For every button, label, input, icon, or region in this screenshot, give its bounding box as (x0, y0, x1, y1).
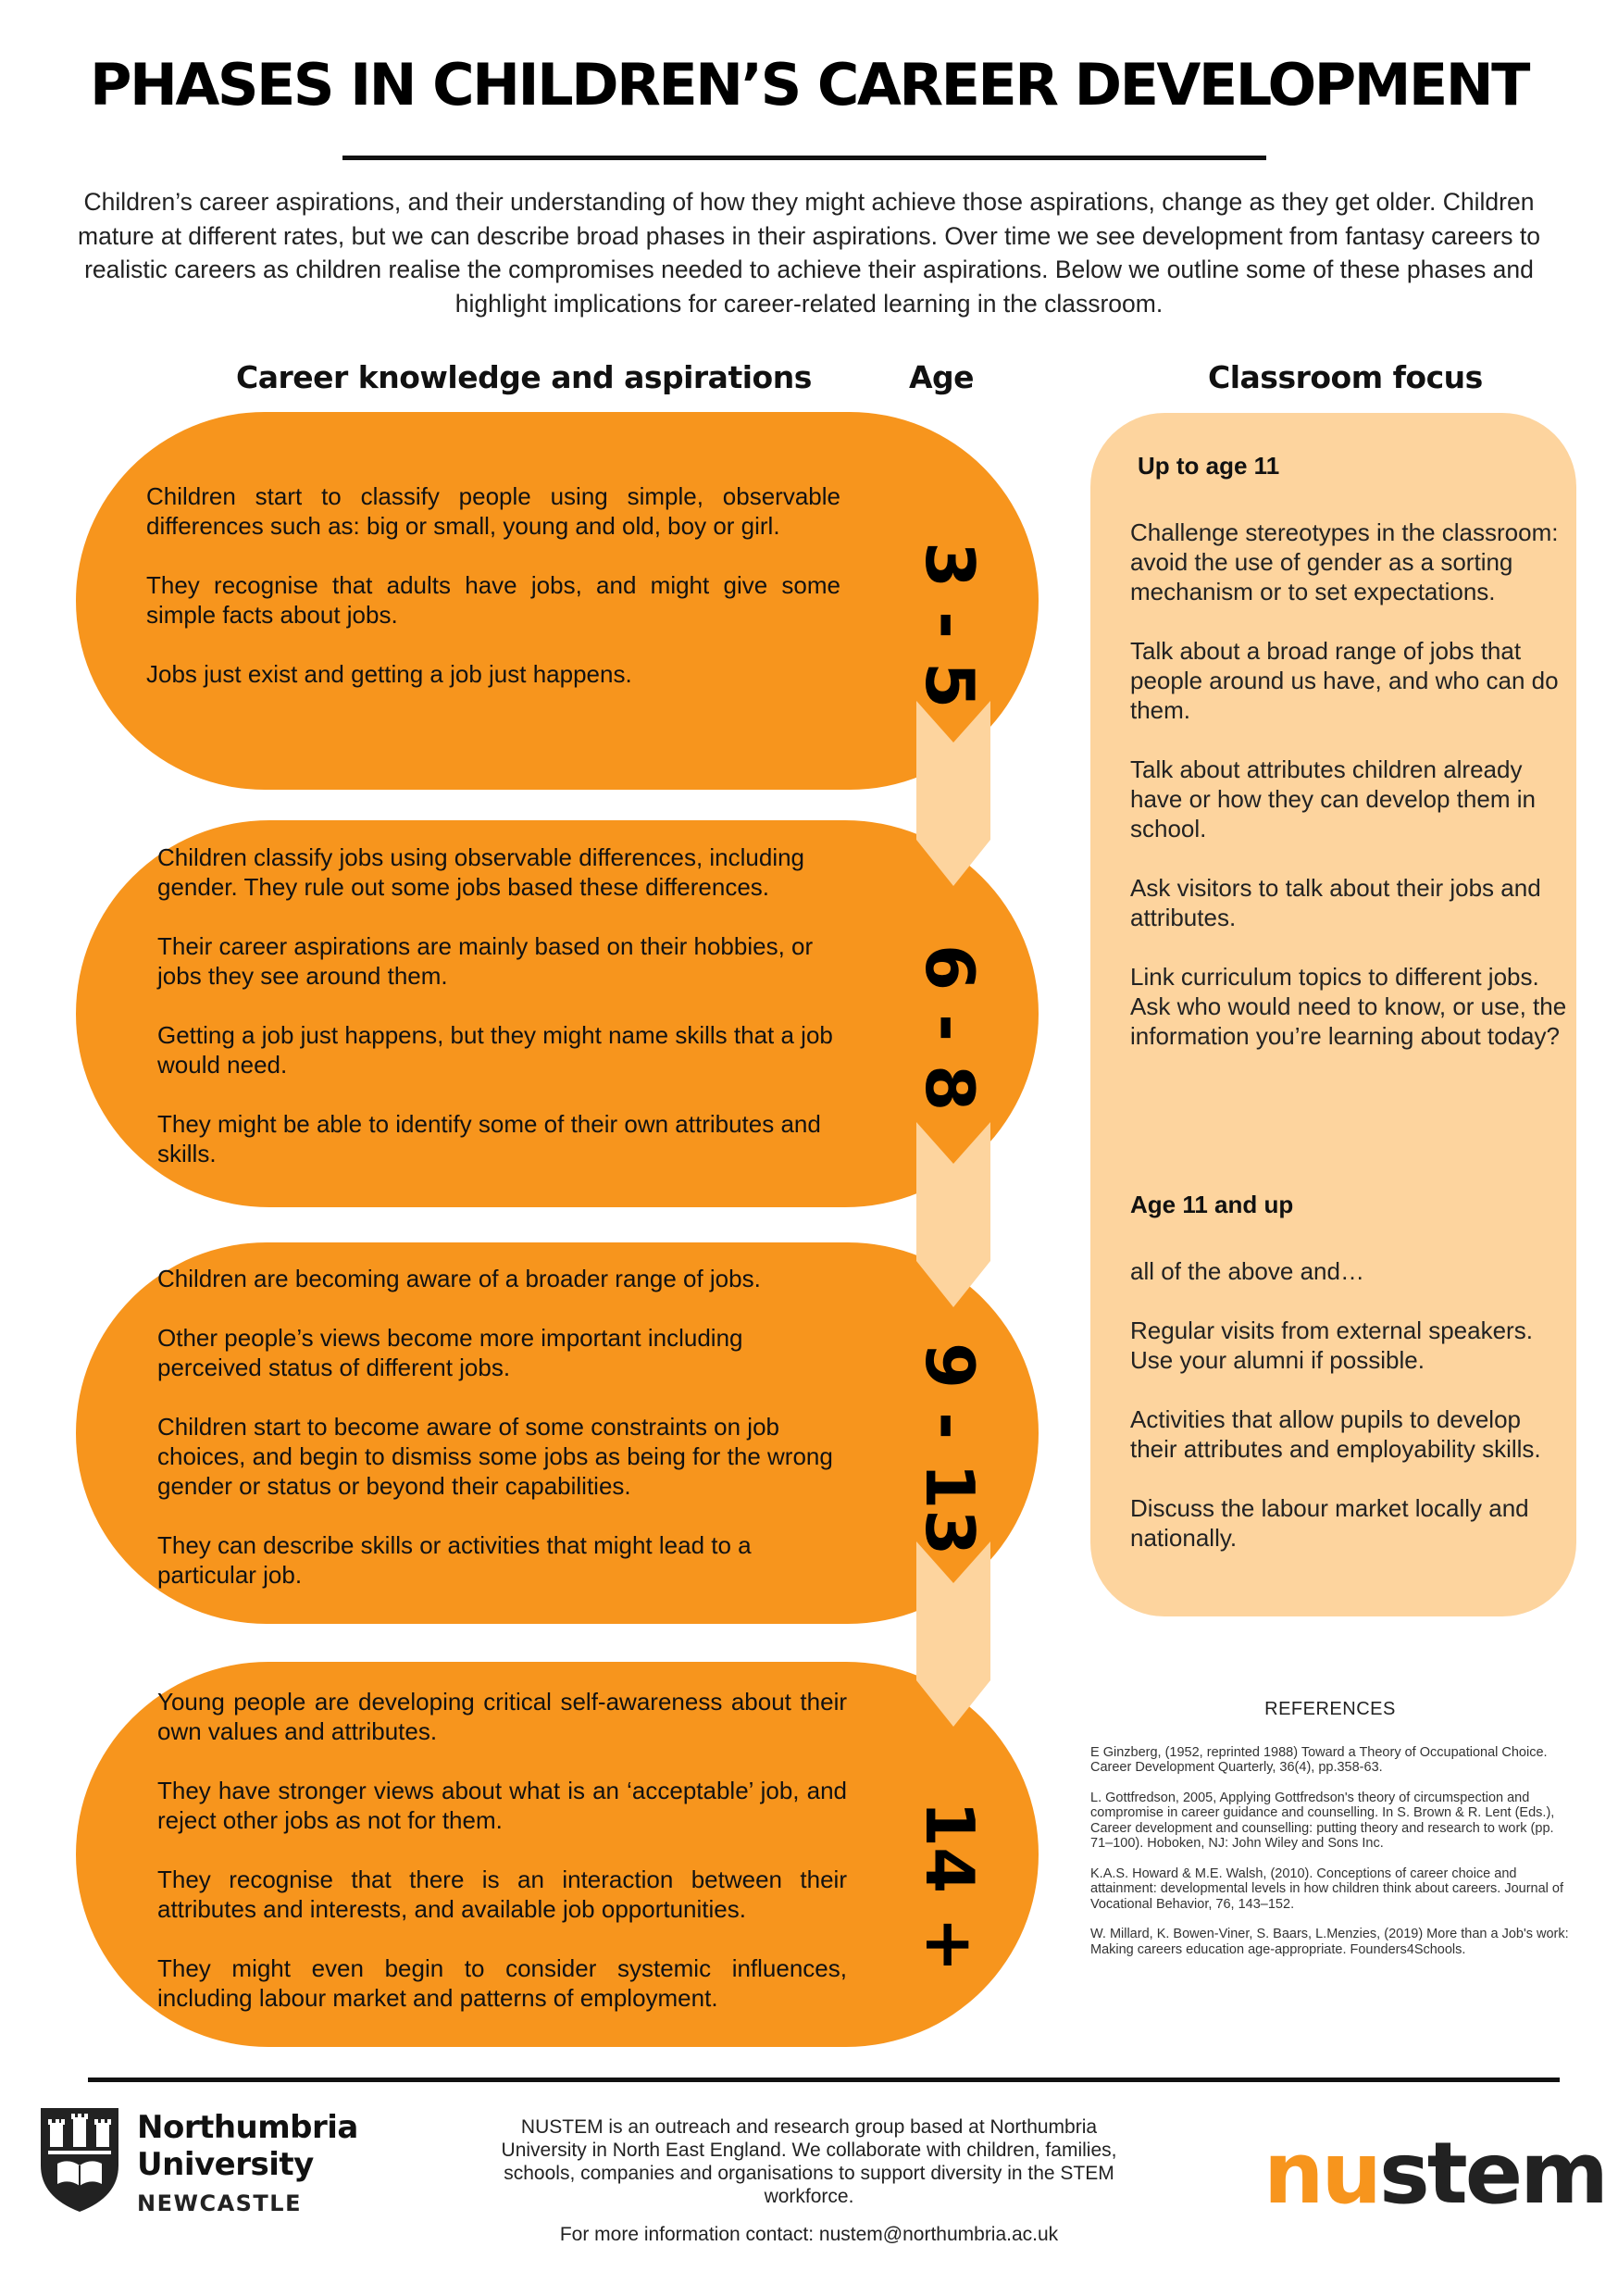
footer-about: NUSTEM is an outreach and research group based at Northumbria University in North East England. We collaborate with children, families, schools, companies and organisations to support diversity in the STEM workforce. (501, 2116, 1117, 2207)
references (1090, 1699, 1570, 1972)
title-divider (342, 156, 1266, 160)
stage-paragraph: Jobs just exist and getting a job just happens. (146, 660, 632, 688)
chevron-down-arrow-icon (916, 1541, 990, 1727)
chevron-down-arrow-icon (916, 1122, 990, 1307)
stage-paragraph: They have stronger views about what is an ‘acceptable’ job, and reject other jobs as not for them. (157, 1777, 847, 1834)
footer-divider (88, 2078, 1560, 2082)
focus-section-11-and-up (1130, 1190, 1570, 1582)
focus-item: Regular visits from external speakers. Use your alumni if possible. (1130, 1316, 1533, 1374)
stage-paragraph: Getting a job just happens, but they might name skills that a job would need. (157, 1021, 833, 1079)
stage-paragraph: Children start to classify people using simple, observable differences such as: big or small, young and old, boy or girl. (146, 482, 840, 540)
column-heading-age: Age (909, 359, 975, 395)
logo-name-line: University (137, 2146, 314, 2183)
focus-item: Discuss the labour market locally and nationally. (1130, 1494, 1529, 1552)
stage-paragraph: They can describe skills or activities that might lead to a particular job. (157, 1531, 752, 1589)
stage-text-9-13 (157, 1264, 847, 1619)
reference-item: L. Gottfredson, 2005, Applying Gottfredson's theory of circumspection and compromise in career guidance and counselling. In S. Brown & R. Lent (Eds.), Career development and counselling: putting theory and research to work (pp. 71–100). Hoboken, NJ: John Wiley and Sons Inc. (1090, 1790, 1555, 1851)
northumbria-logo (137, 2109, 358, 2216)
stage-text-14-plus (157, 1687, 847, 2042)
stage-text-3-5 (146, 481, 840, 718)
stage-paragraph: Children are becoming aware of a broader range of jobs. (157, 1265, 761, 1292)
age-label-3-5: 3 - 5 (911, 542, 989, 709)
references-title: REFERENCES (1264, 1699, 1396, 1719)
focus-item: Talk about a broad range of jobs that people around us have, and who can do them. (1130, 637, 1559, 724)
focus-item: Challenge stereotypes in the classroom: avoid the use of gender as a sorting mechanism or to set expectations. (1130, 518, 1559, 605)
focus-item: Ask visitors to talk about their jobs and attributes. (1130, 874, 1541, 931)
logo-name-line: Northumbria (137, 2109, 358, 2146)
column-heading-knowledge: Career knowledge and aspirations (236, 359, 812, 395)
nustem-logo (1263, 2124, 1606, 2223)
stage-paragraph: They might be able to identify some of their own attributes and skills. (157, 1110, 821, 1167)
age-label-14-plus: 14 + (911, 1801, 989, 1973)
logo-city: NEWCASTLE (137, 2190, 302, 2216)
reference-item: K.A.S. Howard & M.E. Walsh, (2010). Conceptions of career choice and attainment: developmental levels in how children think about careers. Journal of Vocational Behavior, 76, 143–152. (1090, 1866, 1564, 1912)
focus-item: all of the above and… (1130, 1257, 1364, 1285)
intro-paragraph: Children’s career aspirations, and their understanding of how they might achieve those aspirations, change as they get older. Children mature at different rates, but we can describe broad phases in their aspirations. Over time we see development from fantasy careers to realistic careers as children realise the compromises needed to achieve their aspirations. Below we outline some of these phases and highlight implications for career-related learning in the classroom. (78, 188, 1540, 318)
reference-item: W. Millard, K. Bowen-Viner, S. Baars, L.Menzies, (2019) More than a Job's work: Making careers education age-appropriate. Founders4Schools. (1090, 1927, 1569, 1957)
nustem-logo-nu: nu (1263, 2124, 1379, 2223)
age-label-6-8: 6 - 8 (911, 944, 989, 1112)
column-heading-focus: Classroom focus (1208, 359, 1483, 395)
focus-heading: Up to age 11 (1138, 452, 1280, 480)
stage-paragraph: Young people are developing critical self-awareness about their own values and attributes. (157, 1688, 847, 1745)
reference-item: E Ginzberg, (1952, reprinted 1988) Toward a Theory of Occupational Choice. Career Development Quarterly, 36(4), pp.358-63. (1090, 1744, 1548, 1775)
stage-paragraph: They might even begin to consider systemic influences, including labour market and patterns of employment. (157, 1954, 847, 2012)
stage-paragraph: Their career aspirations are mainly based on their hobbies, or jobs they see around them. (157, 932, 814, 990)
chevron-down-arrow-icon (916, 701, 990, 886)
stage-paragraph: Children classify jobs using observable differences, including gender. They rule out some jobs based these differences. (157, 843, 805, 901)
stage-paragraph: Other people’s views become more important including perceived status of different jobs. (157, 1324, 743, 1381)
stage-paragraph: Children start to become aware of some constraints on job choices, and begin to dismiss some jobs as being for the wrong gender or status or beyond their capabilities. (157, 1413, 833, 1500)
focus-heading: Age 11 and up (1130, 1191, 1294, 1218)
stage-text-6-8 (157, 842, 847, 1198)
age-label-9-13: 9 - 13 (911, 1342, 989, 1556)
focus-item: Talk about attributes children already have or how they can develop them in school. (1130, 755, 1536, 842)
nustem-logo-stem: stem (1379, 2124, 1606, 2223)
stage-paragraph: They recognise that there is an interaction between their attributes and interests, and available job opportunities. (157, 1866, 847, 1923)
castle-crest-icon (37, 2104, 122, 2214)
footer-contact: For more information contact: nustem@northumbria.ac.uk (559, 2224, 1059, 2245)
focus-item: Activities that allow pupils to develop their attributes and employability skills. (1130, 1405, 1541, 1463)
focus-item: Link curriculum topics to different jobs. Ask who would need to know, or use, the information you’re learning about today? (1130, 963, 1567, 1050)
focus-section-up-to-11 (1130, 451, 1570, 1080)
stage-paragraph: They recognise that adults have jobs, and might give some simple facts about jobs. (146, 571, 840, 629)
page-title: PHASES IN CHILDREN’S CAREER DEVELOPMENT (90, 51, 1528, 119)
